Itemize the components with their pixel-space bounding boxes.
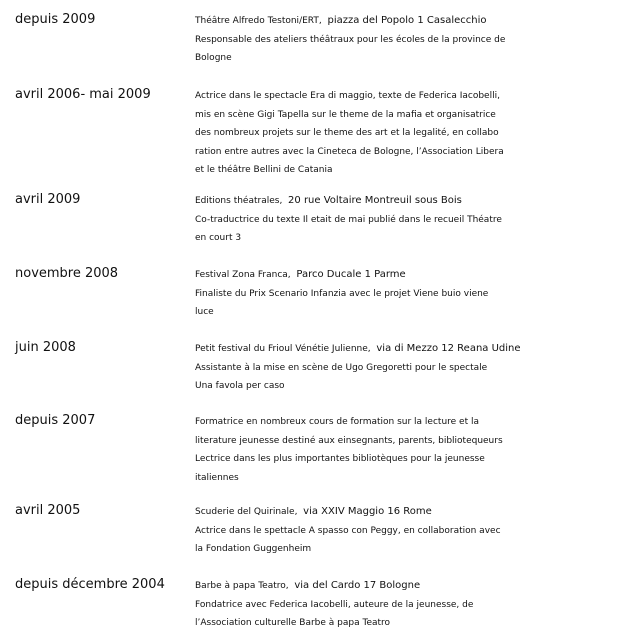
entry-description-line: des nombreux projets sur le theme des art et la legalité, en collabo bbox=[195, 128, 499, 138]
entry-heading-line bbox=[195, 340, 620, 359]
entry-description-line: Responsable des ateliers théâtraux pour les écoles de la province de bbox=[195, 34, 506, 45]
entry-venue: Festival Zona Franca, bbox=[195, 270, 291, 280]
entry-heading-line bbox=[195, 12, 620, 31]
entry-content bbox=[195, 503, 620, 559]
entry-date: novembre 2008 bbox=[15, 266, 119, 281]
entry-date: juin 2008 bbox=[15, 340, 76, 355]
entry-description-line: Una favola per caso bbox=[195, 381, 285, 391]
entry-description-line: luce bbox=[195, 307, 214, 317]
entry-address: 20 rue Voltaire Montreuil sous Bois bbox=[288, 195, 462, 206]
entry-description-line: l’Association culturelle Barbe à papa Teatro bbox=[195, 618, 391, 628]
entry-content bbox=[195, 577, 620, 633]
entry-description-line: la Fondation Guggenheim bbox=[195, 544, 312, 554]
entry-address: via di Mezzo 12 Reana Udine bbox=[376, 343, 521, 354]
entry-heading-line bbox=[195, 192, 620, 211]
entry-content bbox=[195, 12, 620, 68]
entry-description-line: Lectrice dans les plus importantes bibliotèques pour la jeunesse bbox=[195, 454, 485, 464]
entry-heading-line bbox=[195, 503, 620, 522]
entry-description-line: et le théâtre Bellini de Catania bbox=[195, 165, 333, 175]
entry-content bbox=[195, 87, 620, 180]
entry-description-line: mis en scène Gigi Tapella sur le theme de la mafia et organisatrice bbox=[195, 109, 496, 120]
entry-address: Parco Ducale 1 Parme bbox=[296, 269, 406, 280]
entry-content bbox=[195, 192, 620, 248]
entry-date: depuis 2007 bbox=[15, 413, 96, 428]
entry-content bbox=[195, 266, 620, 322]
entry-address: via del Cardo 17 Bologne bbox=[294, 580, 421, 591]
entry-description-line: Fondatrice avec Federica Iacobelli, auteure de la jeunesse, de bbox=[195, 599, 474, 610]
entry-heading-line bbox=[195, 577, 620, 596]
entry-date: depuis décembre 2004 bbox=[15, 577, 165, 592]
entry-description-line: Formatrice en nombreux cours de formation sur la lecture et la bbox=[195, 417, 479, 427]
entry-description-line: Co-traductrice du texte Il etait de mai publié dans le recueil Théatre bbox=[195, 214, 502, 225]
entry-address: piazza del Popolo 1 Casalecchio bbox=[327, 15, 487, 26]
entry-description-line: italiennes bbox=[195, 472, 239, 483]
entry-address: via XXIV Maggio 16 Rome bbox=[303, 506, 432, 517]
entry-description-line: literature jeunesse destiné aux einsegnants, parents, bibliotequeurs bbox=[195, 435, 503, 446]
entry-date: avril 2009 bbox=[15, 192, 81, 207]
entry-content bbox=[195, 340, 620, 396]
entry-description-line: Actrice dans le spectacle Era di maggio, texte de Federica Iacobelli, bbox=[195, 91, 500, 101]
entry-date: avril 2006- mai 2009 bbox=[15, 87, 151, 102]
entry-description-line: Finaliste du Prix Scenario Infanzia avec le projet Viene buio viene bbox=[195, 288, 489, 299]
entry-venue: Editions théatrales, bbox=[195, 196, 283, 206]
entry-venue: Petit festival du Frioul Vénétie Julienne, bbox=[195, 344, 371, 354]
entry-date: avril 2005 bbox=[15, 503, 81, 518]
entry-content bbox=[195, 413, 620, 487]
entry-venue: Théâtre Alfredo Testoni/ERT, bbox=[195, 16, 322, 26]
entry-venue: Scuderie del Quirinale, bbox=[195, 507, 298, 517]
entry-description-line: Actrice dans le spettacle A spasso con Peggy, en collaboration avec bbox=[195, 525, 501, 536]
entry-description-line: en court 3 bbox=[195, 233, 242, 243]
entry-heading-line bbox=[195, 266, 620, 285]
entry-venue: Barbe à papa Teatro, bbox=[195, 581, 289, 591]
entry-description-line: Bologne bbox=[195, 53, 232, 63]
entry-date: depuis 2009 bbox=[15, 12, 96, 27]
entry-description-line: Assistante à la mise en scène de Ugo Gregoretti pour le spectale bbox=[195, 362, 488, 373]
entry-description-line: ration entre autres avec la Cineteca de Bologne, l’Association Libera bbox=[195, 146, 504, 157]
